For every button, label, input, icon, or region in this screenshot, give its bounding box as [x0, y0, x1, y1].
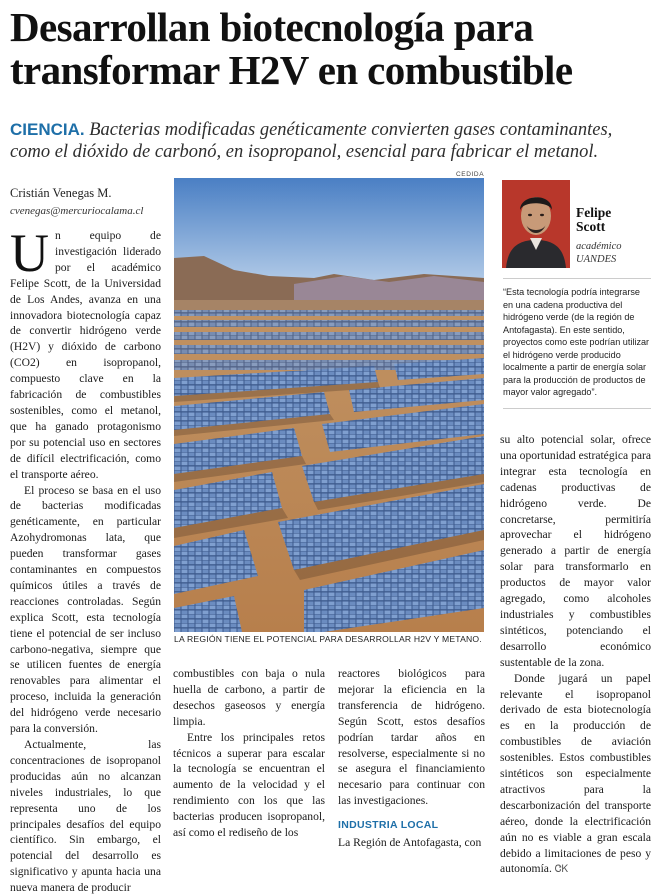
quote-divider-bottom — [503, 408, 651, 409]
article-column-3 — [338, 666, 485, 851]
paragraph-text: Donde jugará un papel relevante el isopropanol derivado de esta biotecnología es en la producción de combustibles de aviación sostenibles. Estos combustibles sintéticos son especialmente atractivos para la descarbonización del transporte aéreo, donde la electrificación aún no es viable a gran escala debido a limitaciones de peso y autonomía. — [500, 671, 651, 876]
article-column-4 — [500, 432, 651, 878]
deck — [10, 119, 650, 163]
paragraph-text: n equipo de investigación liderado por el académico Felipe Scott, de la Universidad de Los Andes, avanza en una innovadora biotecnología capaz de convertir hidrógeno verde (H2V) y dióxido de carbono (CO2) en isopropanol, compuesto clave en la fabricación de combustibles sostenibles, como el metanol, que ha ganado protagonismo por su potencial uso en sectores de difícil electrificación, como el transporte aéreo. — [10, 229, 161, 481]
profile-quote: “Esta tecnología podría integrarse en una cadena productiva del hidrógeno verde (de la región de Antofagasta). En este sentido, proyectos como este podrían utilizar el hidrógeno verde producido localmente a partir de energía solar para la producción de productos de mayor valor agregado”. — [503, 287, 650, 397]
photo-credit: CEDIDA — [456, 171, 485, 178]
deck-kicker: CIENCIA. — [10, 120, 85, 139]
profile-first-name: Felipe — [576, 205, 612, 220]
profile-role — [576, 240, 621, 266]
paragraph: reactores biológicos para mejorar la eficiencia en la transferencia de hidrógeno. Según Scott, estos desafíos podrían tardar años en resolverse, especialmente si no se asegura el financiamiento necesario para continuar con las investigaciones. — [338, 667, 485, 808]
photo-caption: LA REGIÓN TIENE EL POTENCIAL PARA DESARROLLAR H2V Y METANO. — [174, 634, 482, 644]
paragraph: El proceso se basa en el uso de bacterias modificadas genéticamente, en particular Azohydromonas lata, que pueden transformar gases contaminantes en compuestos químicos útiles a través de reacciones controladas. Según explica Scott, esta tecnología tiene el potencial de ser incluso carbono-negativa, siempre que se utilicen fuentes de energía renovables para alimentar el proceso, incluida la generación del hidrógeno verde necesario para la conversión. — [10, 483, 161, 736]
paragraph — [10, 223, 161, 483]
byline-author: Cristián Venegas M. — [10, 186, 112, 200]
headline-line-1: Desarrollan biotecnología para — [10, 4, 534, 50]
headline-line-2: transformar H2V en combustible — [10, 47, 573, 93]
profile-name — [576, 206, 611, 234]
paragraph: La Región de Antofagasta, con — [338, 836, 482, 850]
subhead: INDUSTRIA LOCAL — [338, 819, 439, 832]
portrait-photo — [502, 180, 570, 268]
paragraph — [500, 671, 651, 879]
paragraph: Entre los principales retos técnicos a superar para escalar la tecnología se encuentran el aumento de la velocidad y el rendimiento con los que las bacterias producen isopropanol, así como el rediseño de los — [173, 730, 325, 840]
article-column-2 — [173, 666, 325, 841]
profile-last-name: Scott — [576, 219, 606, 234]
profile-institution: UANDES — [576, 254, 617, 265]
paragraph: combustibles con baja o nula huella de carbono, a partir de desechos gaseosos y energía limpia. — [173, 667, 325, 728]
drop-cap: U — [10, 223, 49, 283]
quote-divider — [503, 278, 651, 279]
end-mark-icon: ᏣᏦ — [554, 864, 569, 876]
deck-text: Bacterias modificadas genéticamente convierten gases contaminantes, como el dióxido de carbonó, en isopropanol, esencial para fabricar el metanol. — [10, 120, 613, 162]
byline-email[interactable]: cvenegas@mercuriocalama.cl — [10, 205, 144, 217]
solar-field-photo — [174, 178, 484, 632]
profile-title: académico — [576, 241, 622, 252]
article-column-1 — [10, 223, 161, 896]
headline — [10, 6, 650, 92]
paragraph: Actualmente, las concentraciones de isopropanol producidas aún no alcanzan niveles industriales, lo que representa uno de los principales desafíos del equipo científico. Sin embargo, el potencial del desarrollo es significativo y apunta hacia una nueva manera de producir — [10, 738, 161, 895]
paragraph: su alto potencial solar, ofrece una oportunidad estratégica para integrar esta tecnología en cadenas productivas de hidrógeno verde. De concretarse, permitiría aprovechar el hidrógeno generado a partir de energía solar para transformarlo en productos de mayor valor agregado, como alcoholes industriales y combustibles sintéticos, potenciando el desarrollo económico sustentable de la zona. — [500, 433, 651, 669]
